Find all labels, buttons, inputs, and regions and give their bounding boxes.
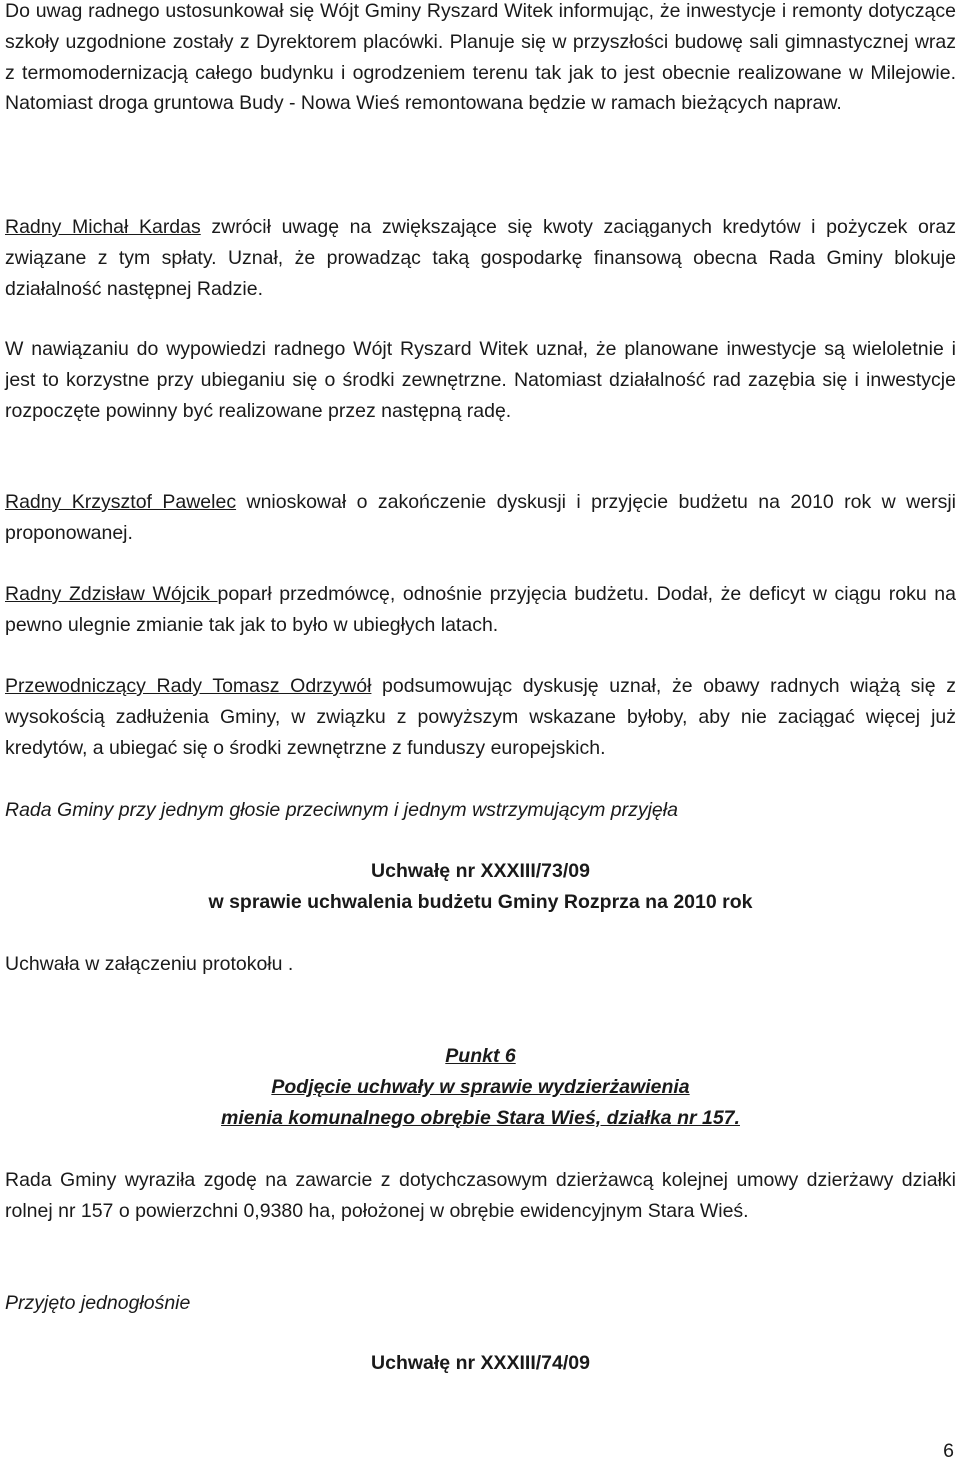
paragraph-wojt-response [5, 0, 956, 119]
point-number: Punkt 6 [445, 1045, 516, 1067]
paragraph-wojcik [5, 579, 956, 641]
attachment-text: Uchwała w załączeniu protokołu . [5, 953, 294, 975]
resolution-number: Uchwałę nr XXXIII/73/09 [371, 860, 590, 882]
paragraph-text: Rada Gminy wyraziła zgodę na zawarcie z dotychczasowym dzierżawcą kolejnej umowy dzierżawy działki rolnej nr 157 o powierzchni 0,9380 ha, położonej w obrębie ewidencyjnym Stara Wieś. [5, 1169, 956, 1222]
paragraph-lease [5, 1165, 956, 1227]
vote-text: Rada Gminy przy jednym głosie przeciwnym i jednym wstrzymującym przyjęła [5, 799, 678, 821]
paragraph-wojt-reply [5, 334, 956, 426]
paragraph-text: podsumowując dyskusję uznał, że obawy radnych wiążą się z wysokością zadłużenia Gminy, w związku z powyższym wskazane byłoby, aby nie zaciągać więcej już kredytów, a ubiegać się o środki zewnętrzne z funduszy europejskich. [5, 675, 956, 759]
paragraph-text: zwrócił uwagę na zwiększające się kwoty zaciąganych kredytów i pożyczek oraz związane z tym spłaty. Uznał, że prowadząc taką gospodarkę finansową obecna Rada Gminy blokuje działalność następnej Radzie. [5, 216, 956, 300]
vote-note-1 [5, 795, 956, 826]
speaker-name: Przewodniczący Rady Tomasz Odrzywół [5, 675, 372, 697]
vote-text: Przyjęto jednogłośnie [5, 1292, 191, 1314]
resolution-number: Uchwałę nr XXXIII/74/09 [371, 1352, 590, 1374]
resolution-subject: w sprawie uchwalenia budżetu Gminy Rozprza na 2010 rok [208, 890, 753, 913]
point-title-line1: Podjęcie uchwały w sprawie wydzierżawienia [271, 1075, 690, 1098]
paragraph-pawelec [5, 487, 956, 549]
paragraph-text: poparł przedmówcę, odnośnie przyjęcia budżetu. Dodał, że deficyt w ciągu roku na pewno ulegnie zmianie tak jak to było w ubiegłych latach. [5, 583, 956, 636]
page-number: 6 [943, 1440, 954, 1462]
paragraph-odrzywol [5, 671, 956, 763]
point-6-heading [5, 1041, 956, 1133]
paragraph-text: wnioskował o zakończenie dyskusji i przyjęcie budżetu na 2010 rok w wersji proponowanej. [5, 491, 956, 544]
resolution-1 [5, 856, 956, 918]
resolution-2 [5, 1348, 956, 1379]
speaker-name: Radny Krzysztof Pawelec [5, 491, 237, 513]
point-title-line2: mienia komunalnego obrębie Stara Wieś, działka nr 157. [221, 1106, 740, 1129]
paragraph-text: Do uwag radnego ustosunkował się Wójt Gminy Ryszard Witek informując, że inwestycje i remonty dotyczące szkoły uzgodnione zostały z Dyrektorem placówki. Planuje się w przyszłości budowę sali gimnastycznej wraz z termomodernizacją całego budynku i ogrodzeniem terenu tak jak to jest obecnie realizowane w Milejowie. Natomiast droga gruntowa Budy - Nowa Wieś remontowana będzie w ramach bieżących napraw. [5, 0, 956, 115]
attachment-note [5, 949, 956, 980]
paragraph-text: W nawiązaniu do wypowiedzi radnego Wójt Ryszard Witek uznał, że planowane inwestycje są wieloletnie i jest to korzystne przy ubieganiu się o środki zewnętrzne. Natomiast działalność rad zazębia się i inwestycje rozpoczęte powinny być realizowane przez następną radę. [5, 338, 956, 422]
speaker-name: Radny Zdzisław Wójcik [5, 583, 218, 605]
speaker-name: Radny Michał Kardas [5, 216, 201, 238]
vote-note-2 [5, 1288, 956, 1319]
paragraph-kardas [5, 212, 956, 304]
